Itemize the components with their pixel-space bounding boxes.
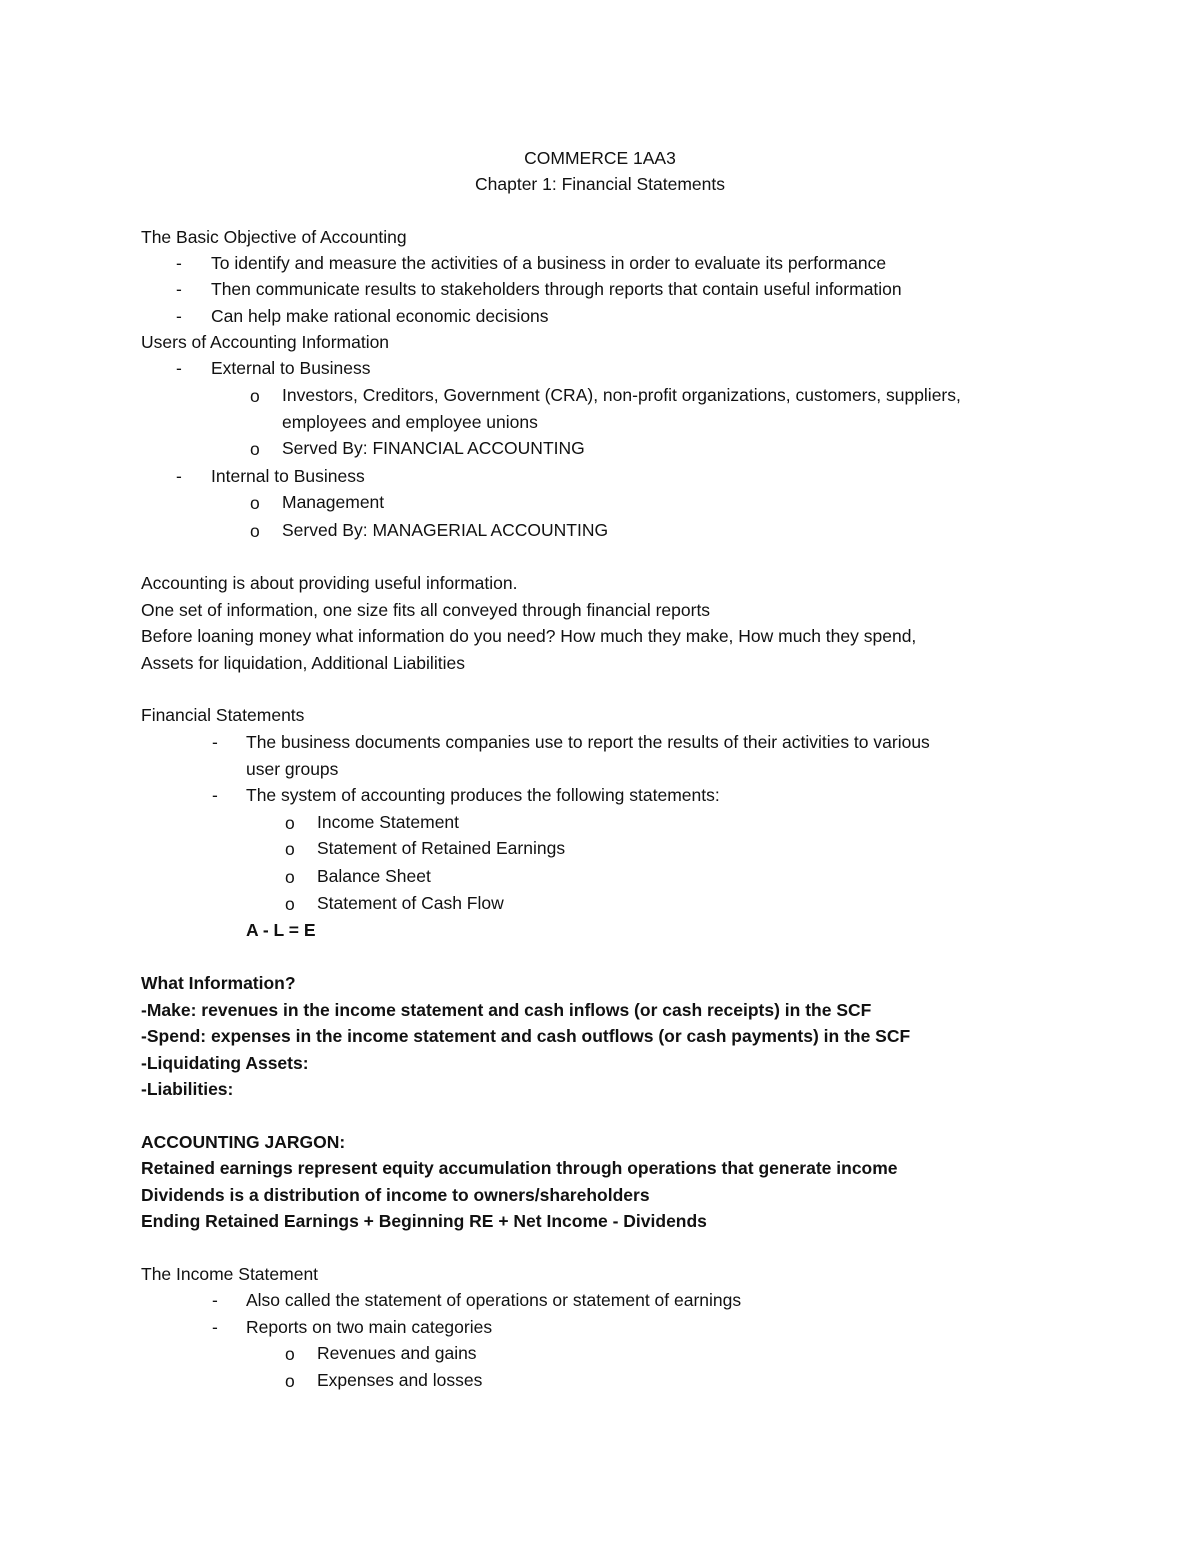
- dash-bullet: -: [176, 466, 182, 486]
- section-heading-what-info: What Information?: [141, 973, 296, 993]
- list-item: Then communicate results to stakeholders through reports that contain useful information: [211, 279, 902, 299]
- sub-item: Balance Sheet: [317, 866, 431, 886]
- paragraph-line: Before loaning money what information do you need? How much they make, How much they spend,: [141, 626, 917, 646]
- document-subtitle: Chapter 1: Financial Statements: [475, 174, 725, 194]
- circle-bullet: o: [250, 386, 260, 406]
- bold-line: -Liquidating Assets:: [141, 1053, 309, 1073]
- dash-bullet: -: [176, 358, 182, 378]
- circle-bullet: o: [250, 521, 260, 541]
- sub-item: Served By: FINANCIAL ACCOUNTING: [282, 438, 585, 458]
- circle-bullet: o: [285, 867, 295, 887]
- dash-bullet: -: [212, 732, 218, 752]
- dash-bullet: -: [212, 785, 218, 805]
- section-heading-objective: The Basic Objective of Accounting: [141, 227, 407, 247]
- section-heading-statements: Financial Statements: [141, 705, 305, 725]
- circle-bullet: o: [285, 894, 295, 914]
- section-heading-income-statement: The Income Statement: [141, 1264, 319, 1284]
- list-item-internal: Internal to Business: [211, 466, 365, 486]
- list-item: Can help make rational economic decisions: [211, 306, 549, 326]
- sub-item: Revenues and gains: [317, 1343, 477, 1363]
- bold-line: -Spend: expenses in the income statement and cash outflows (or cash payments) in the SCF: [141, 1026, 911, 1046]
- sub-item: Management: [282, 492, 385, 512]
- dash-bullet: -: [176, 279, 182, 299]
- bold-line: -Make: revenues in the income statement and cash inflows (or cash receipts) in the SCF: [141, 1000, 872, 1020]
- list-item: Reports on two main categories: [246, 1317, 493, 1337]
- paragraph-line: Assets for liquidation, Additional Liabilities: [141, 653, 465, 673]
- circle-bullet: o: [285, 813, 295, 833]
- section-heading-users: Users of Accounting Information: [141, 332, 390, 352]
- list-item-external: External to Business: [211, 358, 371, 378]
- circle-bullet: o: [250, 493, 260, 513]
- dash-bullet: -: [176, 253, 182, 273]
- dash-bullet: -: [176, 306, 182, 326]
- sub-item: Statement of Retained Earnings: [317, 838, 566, 858]
- bold-line: Ending Retained Earnings + Beginning RE + Net Income - Dividends: [141, 1211, 707, 1231]
- circle-bullet: o: [250, 439, 260, 459]
- dash-bullet: -: [212, 1290, 218, 1310]
- sub-item: Investors, Creditors, Government (CRA), non-profit organizations, customers, suppliers,: [282, 385, 961, 405]
- list-item: The system of accounting produces the following statements:: [246, 785, 720, 805]
- sub-item: Expenses and losses: [317, 1370, 483, 1390]
- list-item: The business documents companies use to report the results of their activities to various: [246, 732, 930, 752]
- circle-bullet: o: [285, 1344, 295, 1364]
- list-item-continuation: user groups: [246, 759, 339, 779]
- circle-bullet: o: [285, 1371, 295, 1391]
- bold-line: Retained earnings represent equity accumulation through operations that generate income: [141, 1158, 898, 1178]
- list-item: To identify and measure the activities of a business in order to evaluate its performance: [211, 253, 887, 273]
- paragraph-line: Accounting is about providing useful information.: [141, 573, 518, 593]
- bold-line: Dividends is a distribution of income to owners/shareholders: [141, 1185, 650, 1205]
- document-title: COMMERCE 1AA3: [524, 148, 676, 168]
- list-item: Also called the statement of operations or statement of earnings: [246, 1290, 742, 1310]
- paragraph-line: One set of information, one size fits all conveyed through financial reports: [141, 600, 711, 620]
- bold-line: -Liabilities:: [141, 1079, 234, 1099]
- sub-item: Statement of Cash Flow: [317, 893, 504, 913]
- section-heading-jargon: ACCOUNTING JARGON:: [141, 1132, 346, 1152]
- sub-item: Served By: MANAGERIAL ACCOUNTING: [282, 520, 609, 540]
- accounting-equation: A - L = E: [246, 920, 316, 940]
- sub-item-continuation: employees and employee unions: [282, 412, 538, 432]
- dash-bullet: -: [212, 1317, 218, 1337]
- circle-bullet: o: [285, 839, 295, 859]
- sub-item: Income Statement: [317, 812, 460, 832]
